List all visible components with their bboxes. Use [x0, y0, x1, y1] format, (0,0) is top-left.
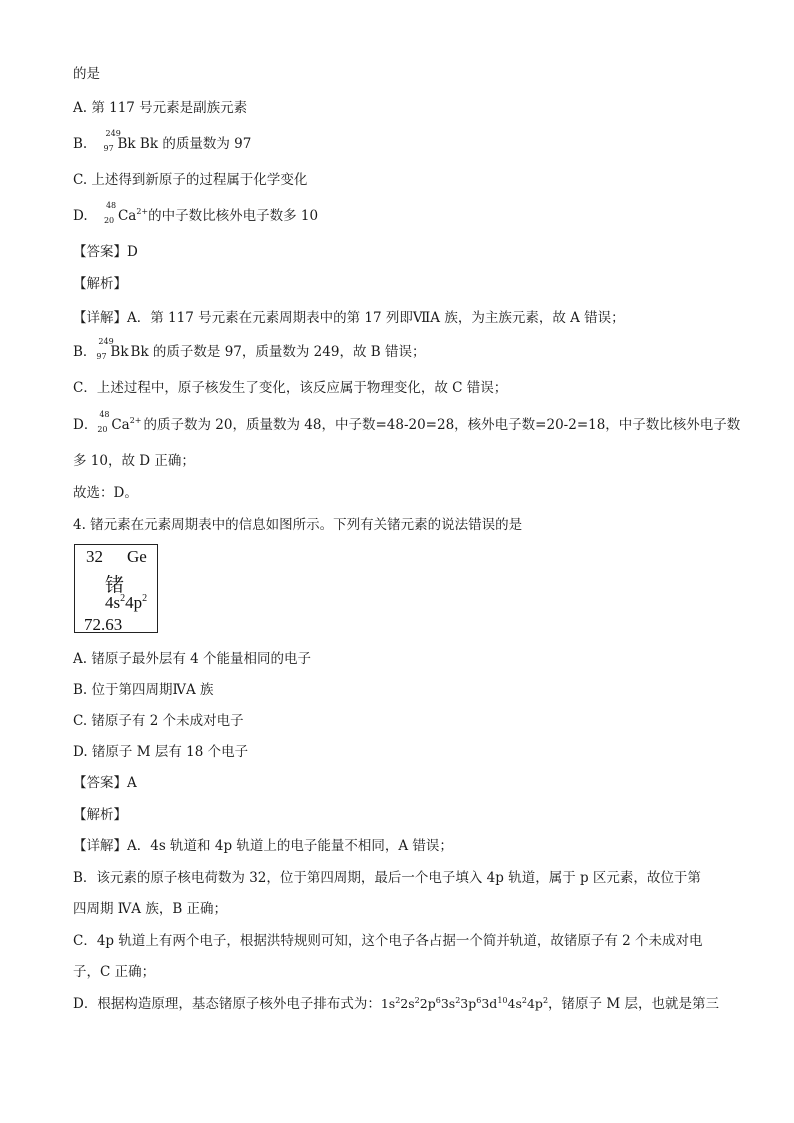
q4-detail-b-line1: B．该元素的原子核电荷数为 32，位于第四周期，最后一个电子填入 4p 轨道，属于 p 区元素，故位于第 — [73, 870, 701, 886]
config-superscript: 10 — [497, 996, 508, 1005]
q3-detail-b — [73, 336, 426, 363]
ca-atomic-number: 20 — [103, 215, 115, 225]
ca-atomic-number-detail: 20 — [97, 424, 108, 434]
element-electron-config — [105, 593, 147, 613]
q3-option-c: C. 上述得到新原子的过程属于化学变化 — [73, 172, 308, 188]
element-atomic-mass: 72.63 — [84, 615, 123, 634]
q3-option-a: A. 第 117 号元素是副族元素 — [73, 100, 248, 116]
element-symbol: Ge — [127, 547, 147, 566]
bk-mass-number-detail: 249 — [98, 336, 114, 346]
q3-analysis-heading: 【解析】 — [73, 276, 127, 292]
config-superscript: 6 — [476, 996, 482, 1005]
ca-mass-number: 48 — [105, 200, 117, 210]
ca-symbol-detail: Ca — [111, 417, 130, 433]
config-orbital: 2p — [419, 996, 436, 1011]
q3-detail-a: 【详解】A．第 117 号元素在元素周期表中的第 17 列即ⅦA 族，为主族元素，故 A 错误； — [73, 310, 625, 326]
ca-charge: 2+ — [136, 207, 149, 216]
config-superscript: 2 — [414, 996, 420, 1005]
element-atomic-number: 32 — [86, 547, 103, 566]
bk-nuclide — [103, 128, 121, 155]
config-4s-sup: 2 — [120, 593, 126, 604]
q3-detail-d-continued: 多 10，故 D 正确； — [73, 453, 195, 469]
ca-symbol: Ca — [117, 208, 137, 224]
q3-detail-b-label: B． — [73, 344, 97, 360]
q4-answer: 【答案】A — [73, 775, 137, 791]
q3-conclusion: 故选：D。 — [73, 485, 138, 501]
config-orbital: 3s — [440, 996, 456, 1011]
ca-mass-number-detail: 48 — [99, 409, 110, 419]
q4-analysis-heading: 【解析】 — [73, 807, 127, 823]
config-orbital: 3p — [460, 996, 477, 1011]
q3-detail-b-text: Bk 的质子数是 97，质量数为 249，故 B 错误； — [130, 344, 426, 360]
q3-option-b — [73, 128, 252, 155]
config-orbital: 4p — [526, 996, 543, 1011]
config-superscript: 2 — [455, 996, 461, 1005]
q4-detail-d — [73, 994, 719, 1016]
config-orbital: 3d — [481, 996, 498, 1011]
q3-detail-c: C．上述过程中，原子核发生了变化，该反应属于物理变化，故 C 错误； — [73, 380, 508, 396]
config-orbital: 4s — [507, 996, 522, 1011]
element-name: 锗 — [105, 574, 125, 596]
bk-symbol-detail: Bk — [110, 344, 129, 360]
config-superscript: 6 — [435, 996, 441, 1005]
q4-detail-d-prefix: D．根据构造原理，基态锗原子核外电子排布式为： — [73, 996, 381, 1012]
q4-option-c: C. 锗原子有 2 个未成对电子 — [73, 713, 244, 729]
q3-option-d-label: D. — [73, 208, 88, 224]
config-4s: 4s — [105, 593, 121, 612]
q4-detail-c-line1: C．4p 轨道上有两个电子，根据洪特规则可知，这个电子各占据一个简并轨道，故锗原子有 2 个未成对电 — [73, 933, 703, 949]
q3-answer: 【答案】D — [73, 244, 138, 260]
config-4p: 4p — [125, 593, 143, 612]
config-orbital: 1s — [380, 996, 396, 1011]
bk-mass-number: 249 — [105, 128, 121, 138]
q4-option-b: B. 位于第四周期ⅣA 族 — [73, 682, 214, 698]
q3-option-b-text: Bk 的质量数为 97 — [139, 136, 252, 152]
bk-nuclide-detail — [96, 336, 114, 363]
q3-option-d — [73, 200, 319, 228]
q3-detail-d-text: 的质子数为 20，质量数为 48，中子数=48-20=28，核外电子数=20-2=18，中子数比核外电子数 — [143, 417, 741, 433]
q3-option-b-label: B. — [73, 136, 88, 152]
q3-option-d-text: 的中子数比核外电子数多 10 — [148, 208, 319, 224]
germanium-element-card — [74, 544, 158, 633]
germanium-full-config — [381, 996, 548, 1011]
config-superscript: 2 — [542, 996, 549, 1005]
q4-detail-b-line2: 四周期 ⅣA 族，B 正确； — [73, 901, 228, 917]
config-orbital: 2s — [400, 996, 415, 1011]
ca-nuclide — [103, 200, 118, 227]
bk-atomic-number-detail: 97 — [96, 351, 107, 361]
bk-symbol: Bk — [117, 136, 136, 152]
config-superscript: 2 — [521, 996, 527, 1005]
question-3-tail: 的是 — [73, 66, 100, 82]
q4-detail-c-line2: 子，C 正确； — [73, 964, 156, 980]
bk-atomic-number: 97 — [103, 143, 114, 153]
ca-nuclide-detail — [97, 409, 111, 436]
q4-option-d: D. 锗原子 M 层有 18 个电子 — [73, 744, 249, 760]
config-superscript: 2 — [395, 996, 401, 1005]
q4-detail-a: 【详解】A．4s 轨道和 4p 轨道上的电子能量不相同，A 错误； — [73, 838, 453, 854]
ca-charge-detail: 2+ — [129, 416, 142, 425]
q3-detail-d — [73, 409, 741, 437]
q3-detail-d-label: D． — [73, 417, 98, 433]
question-4-stem: 4. 锗元素在元素周期表中的信息如图所示。下列有关锗元素的说法错误的是 — [73, 517, 523, 533]
q4-detail-d-suffix: ，锗原子 M 层，也就是第三 — [548, 996, 719, 1012]
q4-option-a: A. 锗原子最外层有 4 个能量相同的电子 — [73, 651, 312, 667]
config-4p-sup: 2 — [142, 593, 148, 604]
